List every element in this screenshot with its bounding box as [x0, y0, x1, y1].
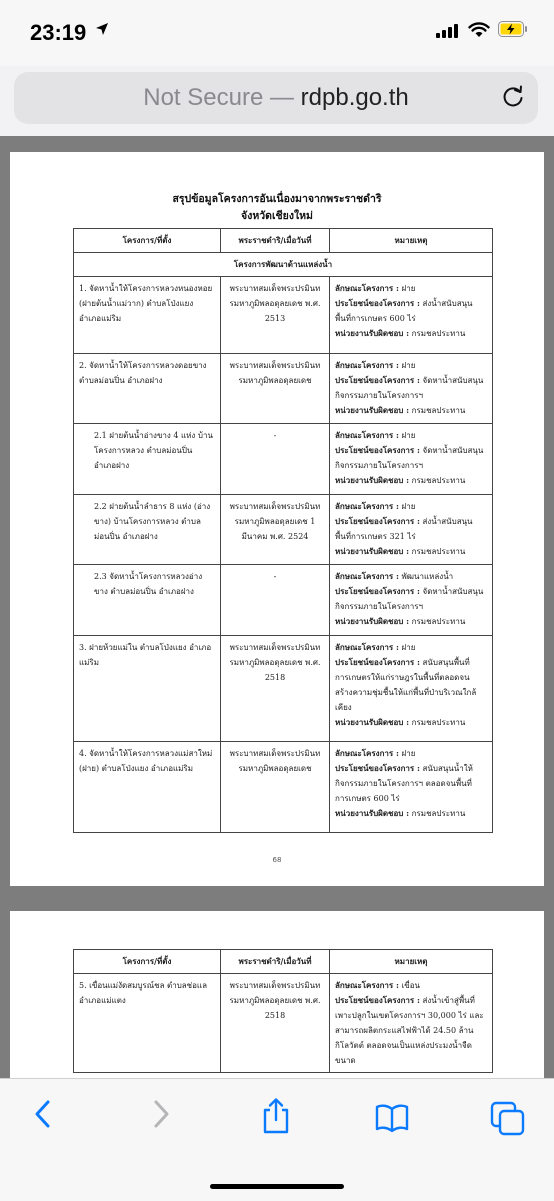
project-cell: 2.3 จัดหาน้ำโครงการหลวงอ่างขาง ตำบลม่อนปิ่น อำเภอฝาง	[74, 565, 221, 636]
note-line: หน่วยงานรับผิดชอบ : กรมชลประทาน	[335, 405, 466, 415]
security-label: Not Secure	[143, 84, 264, 111]
tabs-icon[interactable]	[490, 1101, 526, 1137]
notes-cell	[330, 424, 493, 495]
project-cell: 4. จัดหาน้ำให้โครงการหลวงแม่สาใหม่ (ฝาย) ตำบลโป่งแยง อำเภอแม่ริม	[74, 742, 221, 833]
note-line: ลักษณะโครงการ : ฝาย	[335, 642, 416, 652]
note-line: ประโยชน์ของโครงการ : จัดหาน้ำสนับสนุนกิจกรรมภายในโครงการฯ	[335, 445, 484, 470]
note-line: ลักษณะโครงการ : ฝาย	[335, 430, 416, 440]
status-bar	[0, 0, 554, 66]
column-header: พระราชดำริ/เมื่อวันที่	[221, 950, 330, 974]
note-line: ประโยชน์ของโครงการ : สนับสนุนน้ำให้กิจกรรมภายในโครงการฯ ตลอดจนพื้นที่การเกษตร 600 ไร่	[335, 763, 473, 803]
note-line: หน่วยงานรับผิดชอบ : กรมชลประทาน	[335, 808, 466, 818]
table-row	[74, 742, 493, 833]
table-row	[74, 565, 493, 636]
notes-cell	[330, 354, 493, 424]
projects-table	[73, 949, 493, 1073]
royal-cell: พระบาทสมเด็จพระปรมินทรมหาภูมิพลอดุลยเดช พ.ศ. 2518	[221, 974, 330, 1073]
project-cell: 2. จัดหาน้ำให้โครงการหลวงดอยขาง ตำบลม่อนปิ่น อำเภอฝาง	[74, 354, 221, 424]
note-line: ลักษณะโครงการ : ฝาย	[335, 360, 416, 370]
royal-cell: พระบาทสมเด็จพระปรมินทรมหาภูมิพลอดุลยเดช พ.ศ. 2518	[221, 636, 330, 742]
bookmarks-icon[interactable]	[374, 1103, 410, 1133]
domain-label: rdpb.go.th	[300, 84, 409, 111]
forward-icon[interactable]	[149, 1099, 173, 1129]
royal-cell: พระบาทสมเด็จพระปรมินทรมหาภูมิพลอดุลยเดช 1 มีนาคม พ.ศ. 2524	[221, 495, 330, 565]
note-line: หน่วยงานรับผิดชอบ : กรมชลประทาน	[335, 717, 466, 727]
note-line: ประโยชน์ของโครงการ : ส่งน้ำเข้าสู่พื้นที่เพาะปลูกในเขตโครงการฯ 30,000 ไร่ และสามารถผลิตกระแสไฟฟ้าได้ 24.50 ล้านกิโลวัตต์ ตลอดจนเป็นแหล่งประมงน้ำจืดขนาด	[335, 995, 484, 1065]
column-header: โครงการ/ที่ตั้ง	[74, 950, 221, 974]
url-display	[14, 84, 538, 112]
pdf-page	[10, 911, 544, 1078]
royal-cell: พระบาทสมเด็จพระปรมินทรมหาภูมิพลอดุลยเดช	[221, 354, 330, 424]
table-row	[74, 495, 493, 565]
note-line: ลักษณะโครงการ : ฝาย	[335, 283, 416, 293]
note-line: หน่วยงานรับผิดชอบ : กรมชลประทาน	[335, 328, 466, 338]
note-line: ประโยชน์ของโครงการ : ส่งน้ำสนับสนุนพื้นที่การเกษตร 321 ไร่	[335, 516, 473, 541]
note-line: หน่วยงานรับผิดชอบ : กรมชลประทาน	[335, 546, 466, 556]
table-row	[74, 424, 493, 495]
bottom-toolbar	[0, 1078, 554, 1201]
table-row	[74, 636, 493, 742]
royal-cell: -	[221, 565, 330, 636]
reload-icon[interactable]	[500, 84, 526, 110]
table-header-row	[74, 950, 493, 974]
note-line: ลักษณะโครงการ : พัฒนาแหล่งน้ำ	[335, 571, 454, 581]
page-number: 68	[272, 856, 282, 864]
table-row	[74, 354, 493, 424]
column-header: หมายเหตุ	[330, 229, 493, 253]
notes-cell	[330, 565, 493, 636]
address-bar[interactable]	[14, 72, 538, 124]
url-separator: —	[269, 84, 294, 111]
note-line: ประโยชน์ของโครงการ : ส่งน้ำสนับสนุนพื้นที่การเกษตร 600 ไร่	[335, 298, 473, 323]
project-cell: 1. จัดหาน้ำให้โครงการหลวงหนองหอย (ฝายต้นน้ำแม่วาก) ตำบลโป่งแยง อำเภอแม่ริม	[74, 277, 221, 354]
section-row	[74, 253, 493, 277]
royal-cell: พระบาทสมเด็จพระปรมินทรมหาภูมิพลอดุลยเดช	[221, 742, 330, 833]
column-header: โครงการ/ที่ตั้ง	[74, 229, 221, 253]
note-line: ลักษณะโครงการ : ฝาย	[335, 501, 416, 511]
home-indicator	[210, 1184, 344, 1189]
document-subtitle: จังหวัดเชียงใหม่	[241, 210, 313, 222]
document-title: สรุปข้อมูลโครงการอันเนื่องมาจากพระราชดำริ	[172, 193, 382, 205]
projects-table	[73, 228, 493, 833]
share-icon[interactable]	[259, 1097, 293, 1135]
wifi-icon	[468, 22, 490, 38]
status-time: 23:19	[30, 20, 87, 45]
notes-cell	[330, 974, 493, 1073]
notes-cell	[330, 495, 493, 565]
table-row	[74, 974, 493, 1073]
note-line: ลักษณะโครงการ : ฝาย	[335, 748, 416, 758]
note-line: ประโยชน์ของโครงการ : จัดหาน้ำสนับสนุนกิจกรรมภายในโครงการฯ	[335, 375, 484, 400]
project-cell: 5. เขื่อนแม่งัดสมบูรณ์ชล ตำบลช่อแล อำเภอแม่แตง	[74, 974, 221, 1073]
project-cell: 2.2 ฝายต้นน้ำลำธาร 8 แห่ง (อ่างขาง) บ้านโครงการหลวง ตำบลม่อนปิ่น อำเภอฝาง	[74, 495, 221, 565]
section-title: โครงการพัฒนาด้านแหล่งน้ำ	[74, 253, 493, 277]
location-arrow-icon	[95, 22, 109, 36]
column-header: หมายเหตุ	[330, 950, 493, 974]
table-row	[74, 277, 493, 354]
note-line: ประโยชน์ของโครงการ : สนับสนุนพื้นที่การเกษตรให้แก่ราษฎรในพื้นที่ตลอดจนสร้างความชุ่มชื้นให้แก่พื้นที่ป่าบริเวณใกล้เคียง	[335, 657, 477, 712]
note-line: ลักษณะโครงการ : เขื่อน	[335, 980, 420, 990]
table-header-row	[74, 229, 493, 253]
notes-cell	[330, 277, 493, 354]
battery-charging-icon	[498, 21, 528, 37]
note-line: หน่วยงานรับผิดชอบ : กรมชลประทาน	[335, 475, 466, 485]
pdf-page	[10, 152, 544, 886]
note-line: ประโยชน์ของโครงการ : จัดหาน้ำสนับสนุนกิจกรรมภายในโครงการฯ	[335, 586, 484, 611]
royal-cell: -	[221, 424, 330, 495]
pdf-viewer[interactable]	[0, 136, 554, 1078]
project-cell: 3. ฝายห้วยแม่ใน ตำบลโป่งแยง อำเภอแม่ริม	[74, 636, 221, 742]
back-icon[interactable]	[31, 1099, 55, 1129]
cellular-signal-icon	[436, 24, 460, 38]
notes-cell	[330, 636, 493, 742]
column-header: พระราชดำริ/เมื่อวันที่	[221, 229, 330, 253]
royal-cell: พระบาทสมเด็จพระปรมินทรมหาภูมิพลอดุลยเดช พ.ศ. 2513	[221, 277, 330, 354]
project-cell: 2.1 ฝายต้นน้ำอ่างขาง 4 แห่ง บ้านโครงการหลวง ตำบลม่อนปิ่น อำเภอฝาง	[74, 424, 221, 495]
note-line: หน่วยงานรับผิดชอบ : กรมชลประทาน	[335, 616, 466, 626]
notes-cell	[330, 742, 493, 833]
